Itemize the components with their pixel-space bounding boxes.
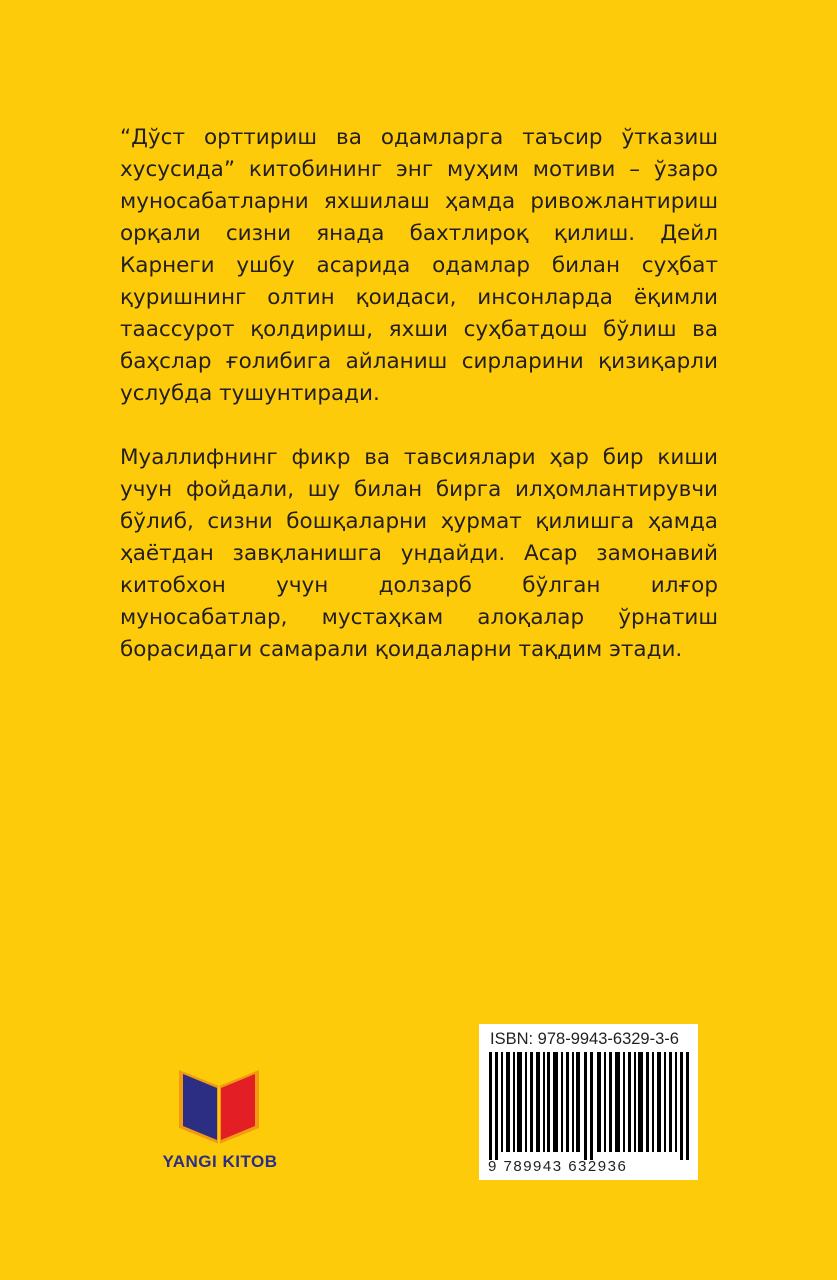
publisher-name-kitob: KITOB bbox=[222, 1152, 278, 1171]
isbn-label: ISBN: 978-9943-6329-3-6 bbox=[490, 1030, 679, 1048]
publisher-logo bbox=[150, 1062, 290, 1180]
isbn-barcode bbox=[479, 1024, 698, 1180]
ean-digits: 9 789943 632936 bbox=[488, 1158, 628, 1175]
blurb-paragraph-1: “Дўст орттириш ва одамларга таъсир ўтказиш хусусида” китобининг энг муҳим мотиви – ўзаро муносабатларни яхшилаш ҳамда ривожлантириш орқали сизни янада бахтлироқ қилиш. Дейл Карнеги ушбу асарида одамлар билан суҳбат қуришнинг олтин қоидаси, инсонларда ёқимли таассурот қолдириш, яхши суҳбатдош бўлиш ва баҳслар ғолибига айланиш сирларини қизиқарли услубда тушунтиради. bbox=[120, 125, 718, 406]
back-cover-blurb bbox=[120, 122, 718, 666]
barcode-icon bbox=[487, 1052, 691, 1160]
publisher-name bbox=[150, 1152, 290, 1172]
blurb-paragraph-2: Муаллифнинг фикр ва тавсиялари ҳар бир киши учун фойдали, шу билан бирга илҳомлантирувчи бўлиб, сизни бошқаларни ҳурмат қилишга ҳамда ҳаётдан завқланишга ундайди. Асар замонавий китобхон учун долзарб бўлган илғор муносабатлар, мустаҳкам алоқалар ўрнатиш борасидаги самарали қоидаларни тақдим этади. bbox=[120, 445, 718, 662]
publisher-name-yangi: YANGI bbox=[162, 1152, 218, 1171]
open-book-icon bbox=[175, 1062, 263, 1146]
